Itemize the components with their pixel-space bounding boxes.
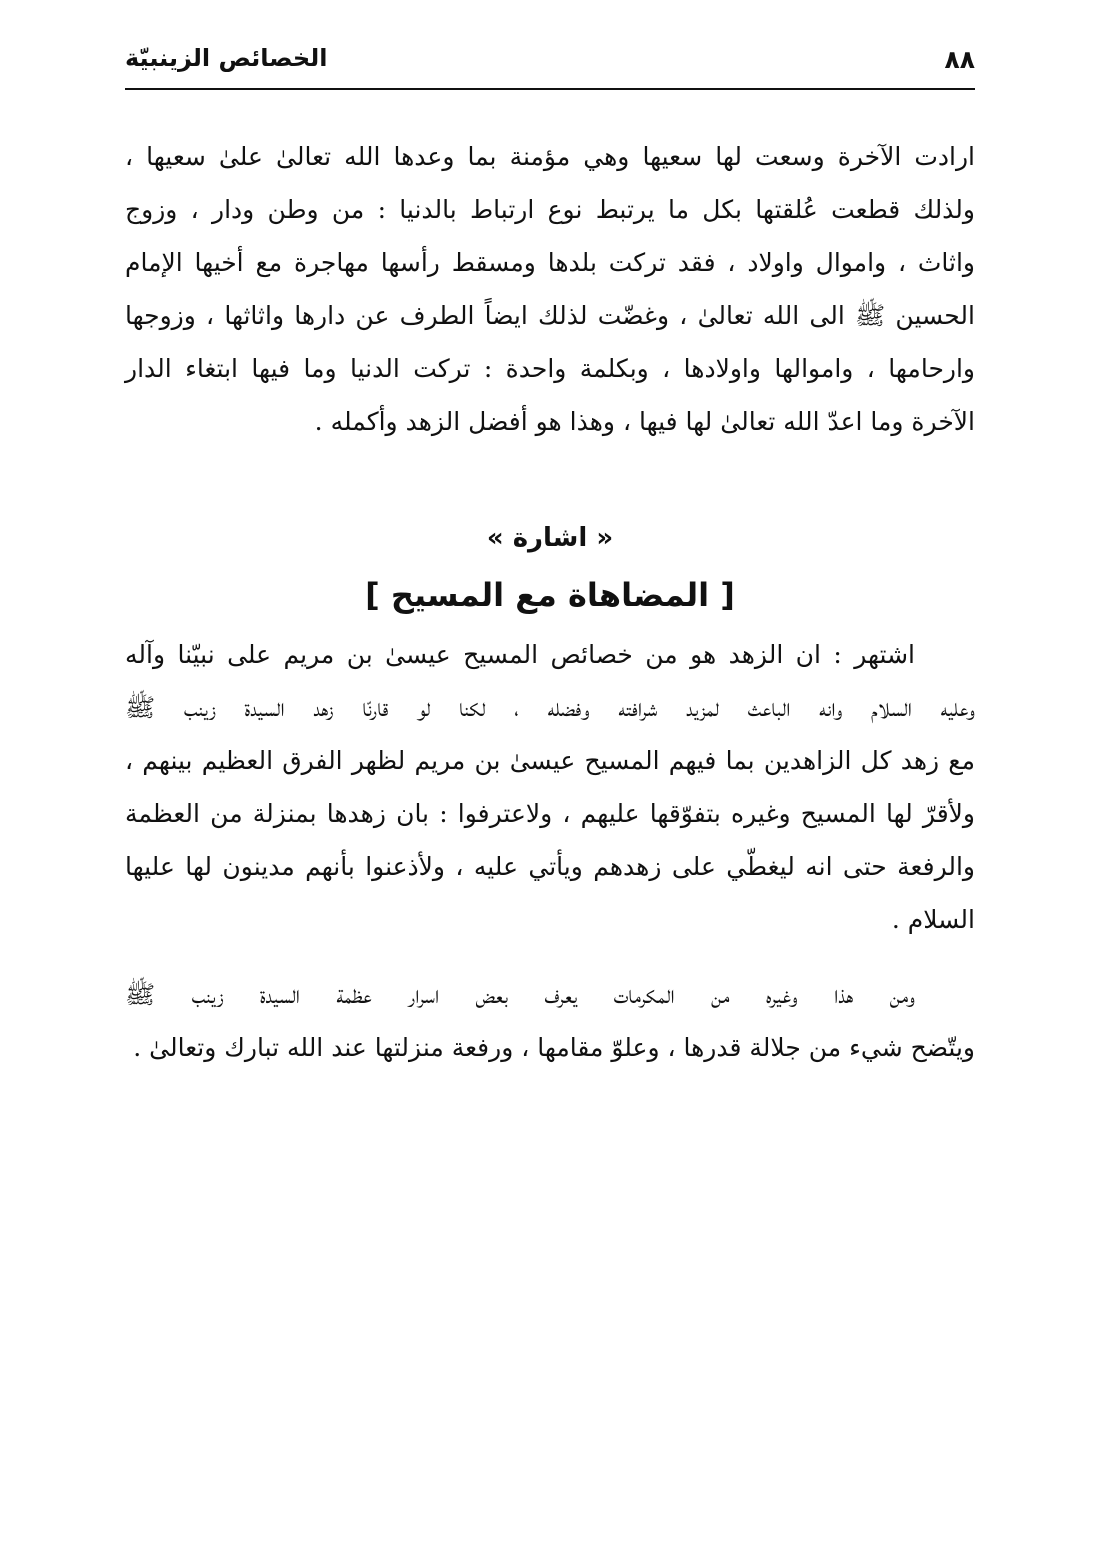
paragraph-2	[125, 628, 975, 946]
section-title: [ المضاهاة مع المسيح ]	[365, 576, 735, 614]
text-line: ولذلك قطعت عُلقتها بكل ما يرتبط نوع ارتباط بالدنيا : من وطن ودار ، وزوج	[125, 195, 975, 224]
text-line: ويتّضح شيء من جلالة قدرها ، وعلوّ مقامها ، ورفعة منزلتها عند الله تبارك وتعالىٰ .	[133, 1033, 975, 1062]
text-line: اشتهر : ان الزهد هو من خصائص المسيح عيسىٰ بن مريم علی نبيّنا وآله	[125, 640, 915, 669]
book-title: الخصائص الزينبيّة	[125, 44, 328, 72]
text-line: وعليه السلام وانه الباعث لمزيد شرافته وفضله ، لكنا لو قارنّا زهد السيدة زينب ﷺ	[125, 693, 975, 722]
section-label: « اشارة »	[486, 523, 614, 553]
text-line: والرفعة حتى انه ليغطّي على زهدهم ويأتي عليه ، ولأذعنوا بأنهم مدينون لها عليها	[125, 852, 975, 881]
paragraph-3	[125, 968, 975, 1074]
paragraph-1	[125, 130, 975, 448]
text-line: الحسين ﷺ الى الله تعالىٰ ، وغضّت لذلك ايضاً الطرف عن دارها واثاثها ، وزوجها	[125, 301, 975, 330]
text-line: ارادت الآخرة وسعت لها سعيها وهي مؤمنة بما وعدها الله تعالىٰ علىٰ سعيها ،	[125, 142, 975, 171]
running-header	[125, 40, 975, 80]
text-line: ولأقرّ لها المسيح وغيره بتفوّقها عليهم ، ولاعترفوا : بان زهدها بمنزلة من العظمة	[125, 799, 975, 828]
text-line: الآخرة وما اعدّ الله تعالىٰ لها فيها ، وهذا هو أفضل الزهد وأكمله .	[314, 407, 975, 436]
text-line: ومن هذا وغيره من المكرمات يعرف بعض اسرار عظمة السيدة زينب ﷺ	[125, 980, 915, 1009]
text-line: مع زهد كل الزاهدين بما فيهم المسيح عيسىٰ بن مريم لظهر الفرق العظيم بينهم ،	[125, 746, 975, 775]
text-line: واثاث ، واموال واولاد ، فقد تركت بلدها ومسقط رأسها مهاجرة مع أخيها الإمام	[125, 248, 975, 277]
text-line: وارحامها ، واموالها واولادها ، وبكلمة واحدة : تركت الدنيا وما فيها ابتغاء الدار	[125, 354, 975, 383]
text-line: السلام .	[891, 905, 975, 934]
page-number: ٨٨	[944, 45, 975, 74]
header-divider	[125, 88, 975, 90]
